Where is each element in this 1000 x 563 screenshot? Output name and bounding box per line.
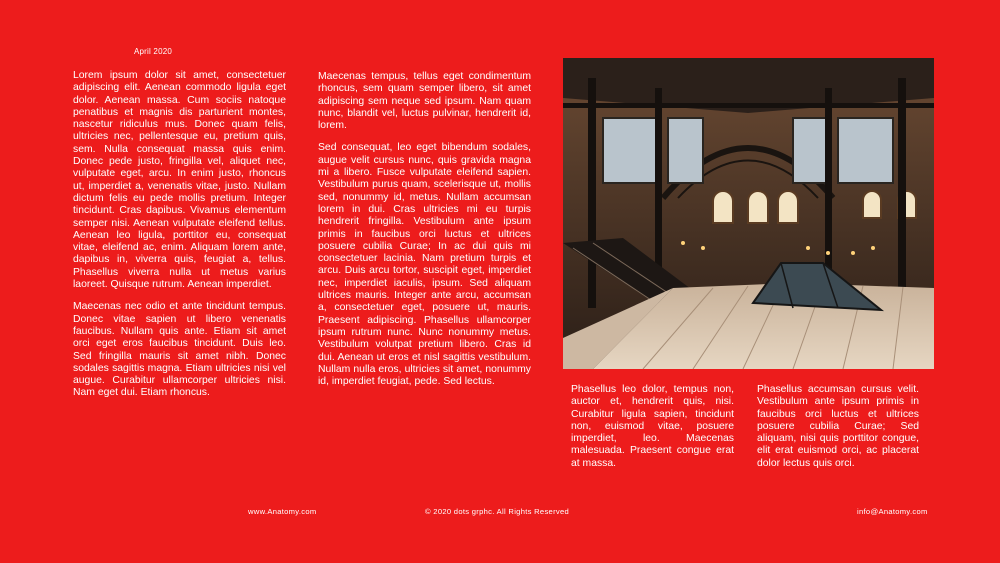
paragraph: Phasellus accumsan cursus velit. Vestibulum ante ipsum primis in faucibus orci luctus et ultrices posuere cubilia Curae; Sed aliquam, nisi quis porttitor congue, elit erat euismod orci, ac placerat dolor lectus quis orci. [757, 384, 919, 469]
text-column-1 [73, 70, 286, 410]
copyright-notice: © 2020 dots grphc. All Rights Reserved [425, 507, 570, 516]
paragraph: Maecenas nec odio et ante tincidunt tempus. Donec vitae sapien ut libero venenatis faucibus. Nullam quis ante. Etiam sit amet orci eget eros faucibus tincidunt. Duis leo. Sed fringilla mauris sit amet nibh. Donec sodales sagittis magna. Etiam ultricies nisi vel augue. Curabitur ullamcorper ultricies nisi. Nam eget dui. Etiam rhoncus. [73, 301, 286, 399]
website-link[interactable]: www.Anatomy.com [248, 507, 317, 516]
issue-date: April 2020 [134, 47, 173, 56]
text-column-3 [571, 384, 734, 480]
paragraph: Phasellus leo dolor, tempus non, auctor et, hendrerit quis, nisi. Curabitur ligula sapien, tincidunt non, euismod vitae, posuere imperdiet, leo. Maecenas malesuada. Praesent congue erat at massa. [571, 384, 734, 469]
paragraph: Lorem ipsum dolor sit amet, consectetuer adipiscing elit. Aenean commodo ligula eget dolor. Aenean massa. Cum sociis natoque penatibus et magnis dis parturient montes, nascetur ridiculus mus. Donec quam felis, ultricies nec, pellentesque eu, pretium quis, sem. Nulla consequat massa quis enim. Donec pede justo, fringilla vel, aliquet nec, vulputate eget, arcu. In enim justo, rhoncus ut, imperdiet a, venenatis vitae, justo. Nullam dictum felis eu pede mollis pretium. Integer tincidunt. Cras dapibus. Vivamus elementum semper nisi. Aenean vulputate eleifend tellus. Aenean leo ligula, porttitor eu, consequat vitae, eleifend ac, enim. Aliquam lorem ante, dapibus in, viverra quis, feugiat a, tellus. Phasellus viverra nulla ut metus varius laoreet. Quisque rutrum. Aenean imperdiet. [73, 70, 286, 291]
paragraph: Sed consequat, leo eget bibendum sodales, augue velit cursus nunc, quis gravida magna mi a libero. Fusce vulputate eleifend sapien. Vestibulum purus quam, scelerisque ut, mollis sed, nonummy id, metus. Nullam accumsan lorem in dui. Cras ultricies mi eu turpis hendrerit fringilla. Vestibulum ante ipsum primis in faucibus orci luctus et ultrices posuere cubilia Curae; In ac dui quis mi consectetuer lacinia. Nam pretium turpis et arcu. Duis arcu tortor, suscipit eget, imperdiet nec, imperdiet iaculis, ipsum. Sed aliquam ultrices mauris. Integer ante arcu, accumsan a, consectetuer eget, posuere ut, mauris. Praesent adipiscing. Phasellus ullamcorper ipsum rutrum nunc. Nunc nonummy metus. Vestibulum volutpat pretium libero. Cras id dui. Aenean ut eros et nisl sagittis vestibulum. Nullam nulla eros, ultricies sit amet, nonummy id, imperdiet feugiat, pede. Sed lectus. [318, 142, 531, 388]
paragraph: Maecenas tempus, tellus eget condimentum rhoncus, sem quam semper libero, sit amet adipiscing sem neque sed ipsum. Nam quam nunc, blandit vel, luctus pulvinar, hendrerit id, lorem. [318, 71, 531, 132]
text-column-2 [318, 71, 531, 398]
email-link[interactable]: info@Anatomy.com [857, 507, 928, 516]
text-column-4 [757, 384, 919, 480]
market-hall-photo [563, 58, 934, 369]
